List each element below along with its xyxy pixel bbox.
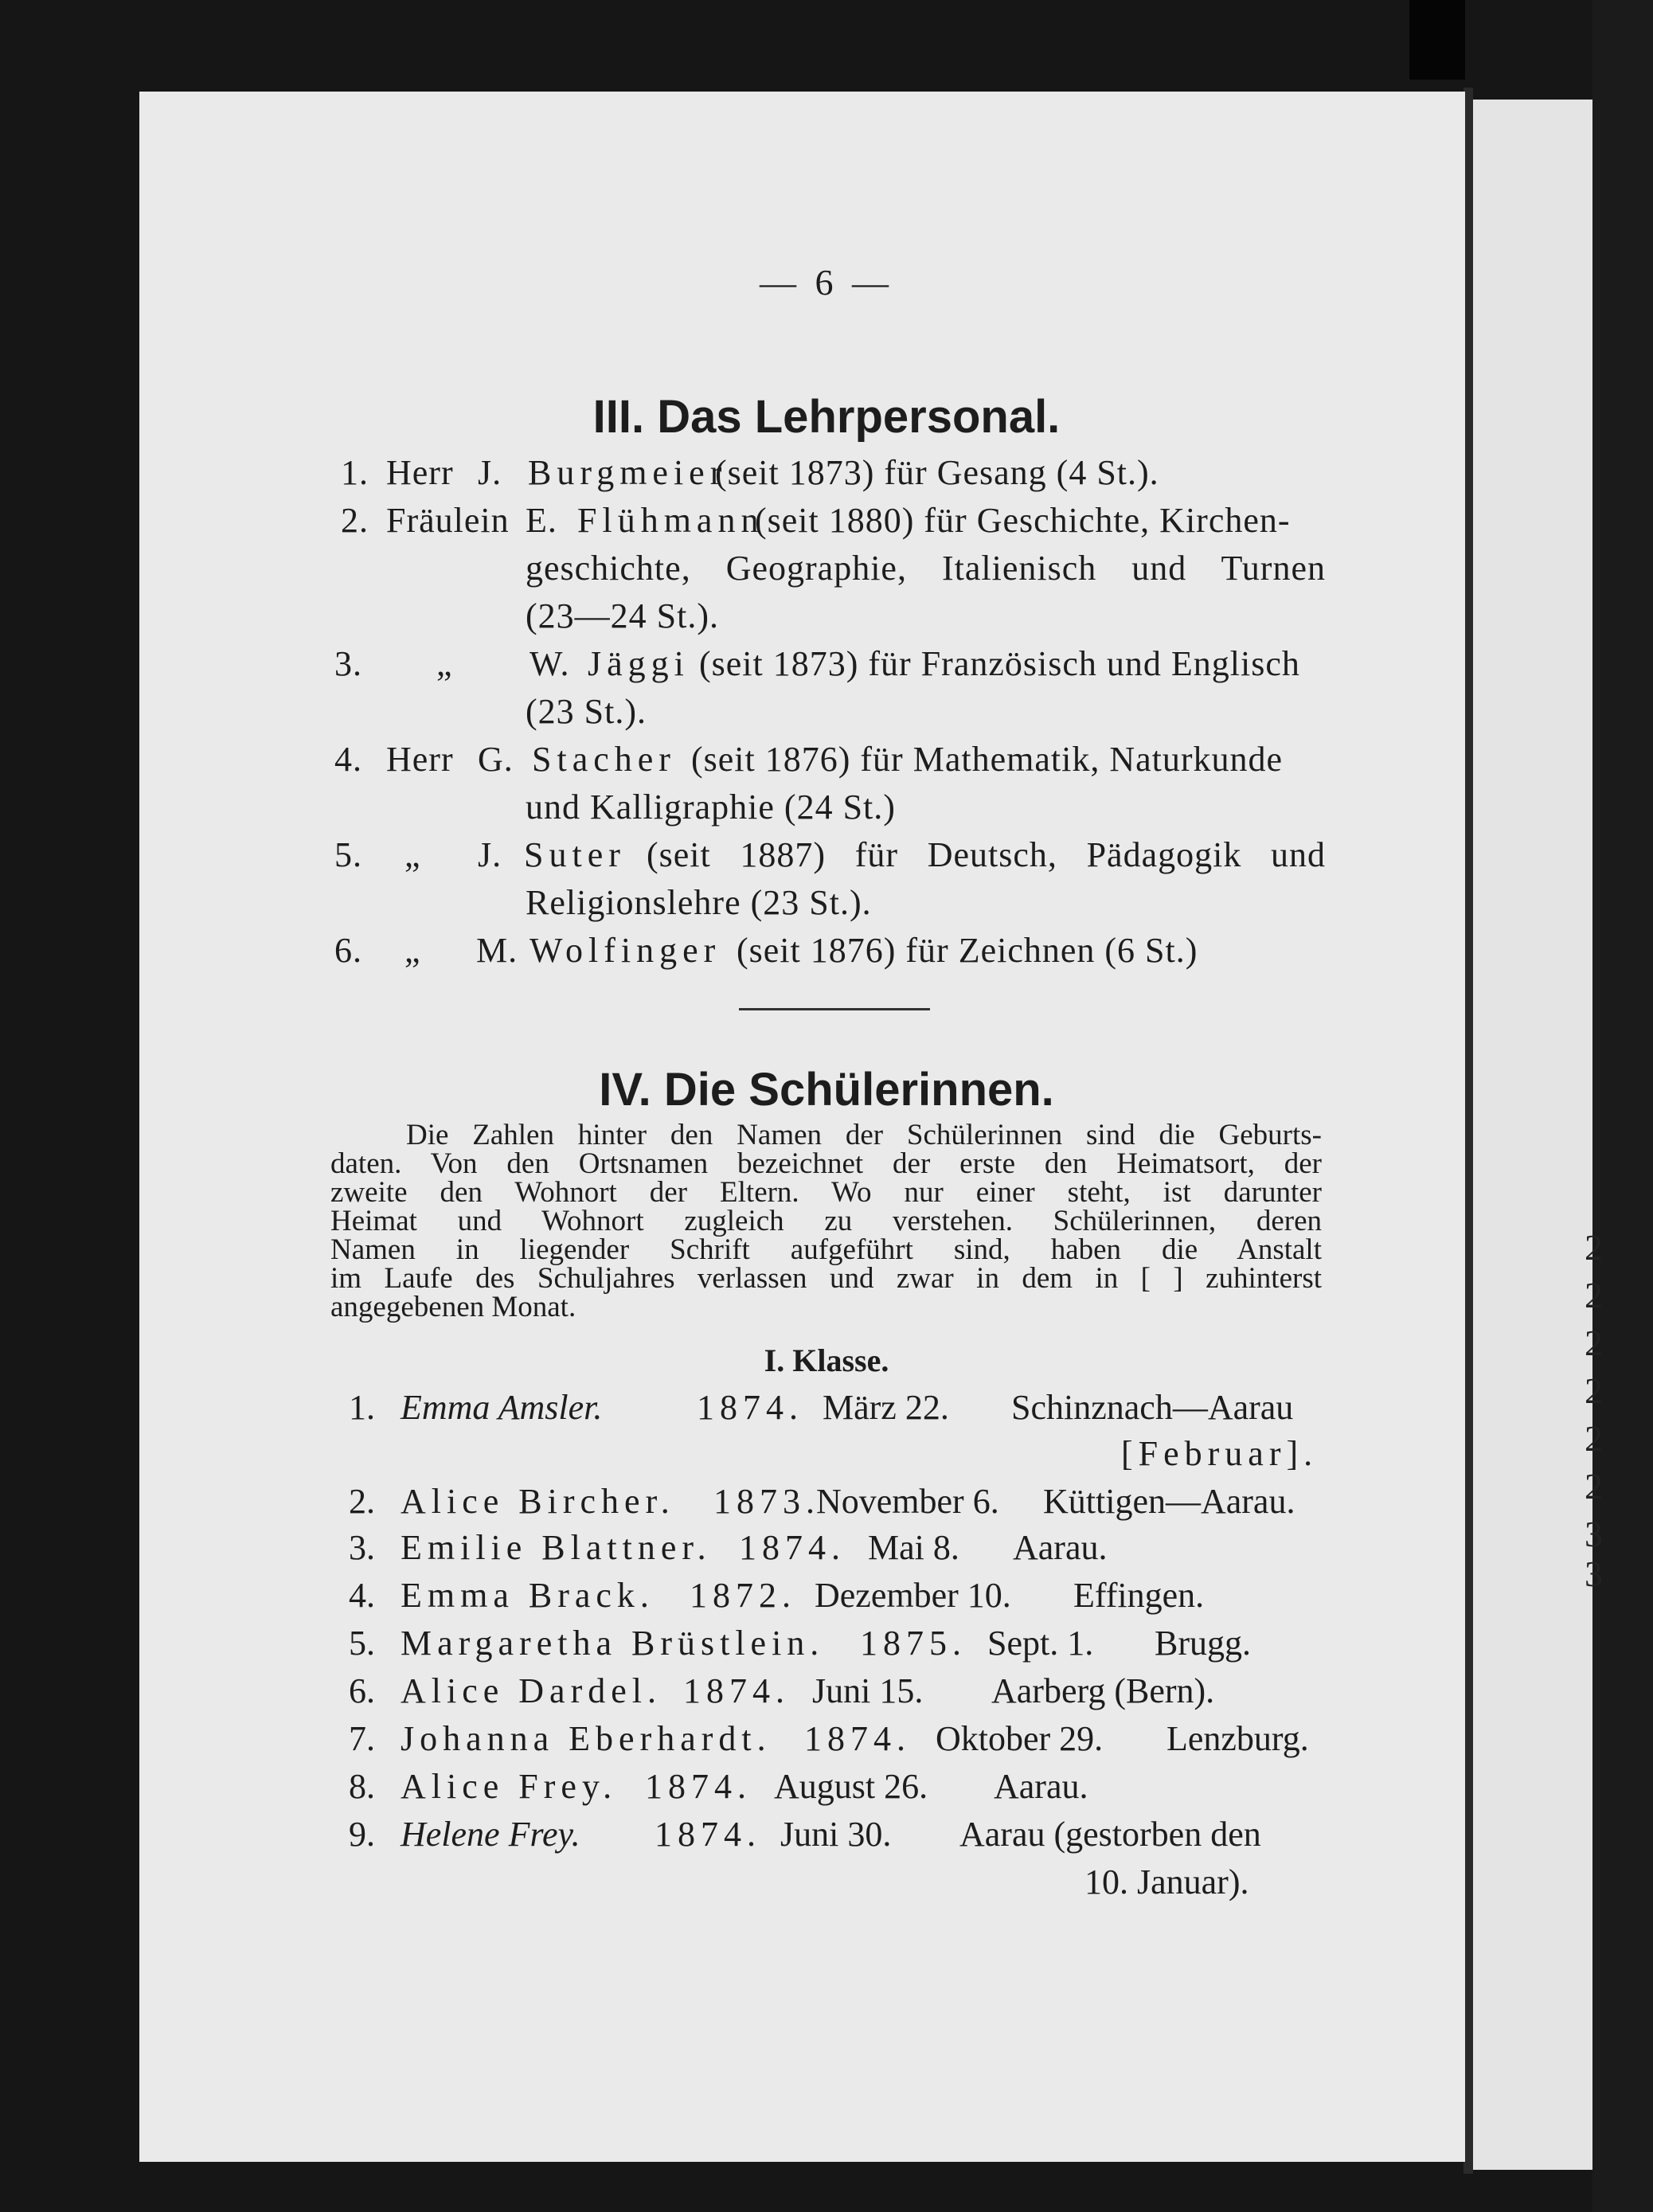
student-name: Helene Frey.	[401, 1815, 580, 1854]
teacher-name: Jäggi	[588, 644, 690, 683]
teacher-name: Suter	[524, 835, 626, 874]
student-place: Lenzburg.	[1166, 1719, 1309, 1758]
intro-line: Namen in liegender Schrift aufgeführt sind, haben die Anstalt	[330, 1233, 1322, 1266]
student-place: Aarau (gestorben den	[959, 1815, 1261, 1854]
ditto-mark: „	[436, 644, 453, 683]
teacher-title: Herr	[386, 453, 454, 492]
student-name: Alice Dardel.	[401, 1671, 662, 1710]
student-birth-date: November 6.	[816, 1482, 999, 1521]
teacher-initial: W.	[530, 644, 570, 683]
student-name: Emma Amsler.	[401, 1388, 603, 1427]
ditto-mark: „	[404, 931, 421, 970]
teacher-detail-continued: Religionslehre (23 St.).	[526, 883, 872, 922]
student-name: Emma Brack.	[401, 1576, 655, 1615]
student-place: Aarberg (Bern).	[991, 1671, 1215, 1710]
student-birth-year: 1874.	[697, 1388, 803, 1427]
student-birth-year: 1874.	[645, 1767, 752, 1806]
class-heading: I. Klasse.	[764, 1342, 889, 1378]
teacher-initial: G.	[478, 740, 514, 779]
adjacent-page-char: 2	[1585, 1466, 1603, 1507]
adjacent-page-char: 3	[1585, 1514, 1603, 1554]
section-divider	[739, 1008, 930, 1010]
intro-line: Heimat und Wohnort zugleich zu verstehen. Schülerinnen, deren	[330, 1205, 1322, 1237]
student-birth-date: Mai 8.	[868, 1528, 959, 1567]
adjacent-page-char: 2	[1585, 1275, 1603, 1315]
student-place-continued: 10. Januar).	[1084, 1862, 1249, 1901]
teacher-detail: (seit 1876) für Zeichnen (6 St.)	[737, 931, 1198, 970]
student-number: 3.	[349, 1528, 375, 1567]
student-name: Johanna Eberhardt.	[401, 1719, 772, 1758]
student-number: 9.	[349, 1815, 375, 1854]
scan-border	[1409, 0, 1465, 80]
student-number: 7.	[349, 1719, 375, 1758]
teacher-number: 2.	[341, 501, 369, 540]
teacher-initial: M.	[476, 931, 518, 970]
teacher-detail-continued: (23—24 St.).	[526, 596, 719, 635]
teacher-title: Fräulein	[386, 501, 510, 540]
section-title-lehrpersonal: III. Das Lehrpersonal.	[592, 391, 1061, 443]
teacher-initial: J.	[478, 835, 502, 874]
ditto-mark: „	[404, 835, 421, 874]
student-birth-year: 1874.	[683, 1671, 790, 1710]
student-name: Emilie Blattner.	[401, 1528, 712, 1567]
student-birth-date: März 22.	[823, 1388, 949, 1427]
teacher-detail: (seit 1887) für Deutsch, Pädagogik und	[647, 835, 1326, 874]
student-place: Aarau.	[1013, 1528, 1108, 1567]
intro-line: angegebenen Monat.	[330, 1291, 576, 1323]
student-place: Aarau.	[994, 1767, 1088, 1806]
student-name: Margaretha Brüstlein.	[401, 1624, 825, 1663]
student-place: Brugg.	[1155, 1624, 1251, 1663]
student-birth-year: 1874.	[804, 1719, 911, 1758]
adjacent-page-char: 2	[1585, 1323, 1603, 1363]
teacher-name: Flühmann	[577, 501, 764, 540]
student-number: 2.	[349, 1482, 375, 1521]
adjacent-page-char: 2	[1585, 1227, 1603, 1268]
teacher-detail: (seit 1873) für Gesang (4 St.).	[715, 453, 1159, 492]
student-place: Küttigen—Aarau.	[1043, 1482, 1295, 1521]
intro-line: im Laufe des Schuljahres verlassen und zwar in dem in [ ] zuhinterst	[330, 1262, 1322, 1295]
teacher-number: 4.	[334, 740, 362, 779]
teacher-name: Wolfinger	[530, 931, 721, 970]
student-place-continued: [Februar].	[1121, 1434, 1319, 1473]
student-number: 5.	[349, 1624, 375, 1663]
student-birth-date: Oktober 29.	[936, 1719, 1104, 1758]
teacher-initial: E.	[526, 501, 557, 540]
intro-line: daten. Von den Ortsnamen bezeichnet der erste den Heimatsort, der	[330, 1147, 1322, 1180]
teacher-detail: (seit 1873) für Französisch und Englisch	[699, 644, 1300, 683]
teacher-number: 1.	[341, 453, 369, 492]
student-name: Alice Bircher.	[401, 1482, 675, 1521]
intro-line: zweite den Wohnort der Eltern. Wo nur einer steht, ist darunter	[330, 1176, 1322, 1209]
teacher-number: 5.	[334, 835, 362, 874]
teacher-number: 3.	[334, 644, 362, 683]
adjacent-page-char: 3	[1585, 1553, 1603, 1594]
teacher-detail: (seit 1880) für Geschichte, Kirchen-	[755, 501, 1291, 540]
student-birth-year: 1874.	[655, 1815, 761, 1854]
page-number: — 6 —	[760, 262, 893, 303]
adjacent-page-char: 2	[1585, 1418, 1603, 1459]
student-number: 1.	[349, 1388, 375, 1427]
student-birth-date: Sept. 1.	[987, 1624, 1094, 1663]
student-birth-year: 1874.	[739, 1528, 846, 1567]
student-birth-date: August 26.	[774, 1767, 928, 1806]
adjacent-page-char: 2	[1585, 1370, 1603, 1411]
teacher-number: 6.	[334, 931, 362, 970]
student-birth-date: Juni 15.	[812, 1671, 924, 1710]
student-place: Effingen.	[1073, 1576, 1205, 1615]
teacher-title: Herr	[386, 740, 454, 779]
student-birth-year: 1875.	[860, 1624, 967, 1663]
teacher-detail: (seit 1876) für Mathematik, Naturkunde	[691, 740, 1284, 779]
student-birth-year: 1873.	[713, 1482, 820, 1521]
student-number: 8.	[349, 1767, 375, 1806]
student-birth-date: Dezember 10.	[815, 1576, 1011, 1615]
student-birth-year: 1872.	[690, 1576, 796, 1615]
teacher-detail-continued: und Kalligraphie (24 St.)	[526, 787, 896, 827]
teacher-initial: J.	[478, 453, 502, 492]
student-place: Schinznach—Aarau	[1011, 1388, 1294, 1427]
teacher-name: Burgmeier	[528, 453, 728, 492]
student-name: Alice Frey.	[401, 1767, 618, 1806]
intro-line: Die Zahlen hinter den Namen der Schülerinnen sind die Geburts-	[406, 1119, 1322, 1151]
teacher-name: Stacher	[532, 740, 676, 779]
student-birth-date: Juni 30.	[780, 1815, 892, 1854]
section-title-schuelerinnen: IV. Die Schülerinnen.	[599, 1064, 1054, 1116]
student-number: 4.	[349, 1576, 375, 1615]
student-number: 6.	[349, 1671, 375, 1710]
teacher-detail-continued: geschichte, Geographie, Italienisch und Turnen	[526, 549, 1326, 588]
teacher-detail-continued: (23 St.).	[526, 692, 647, 731]
